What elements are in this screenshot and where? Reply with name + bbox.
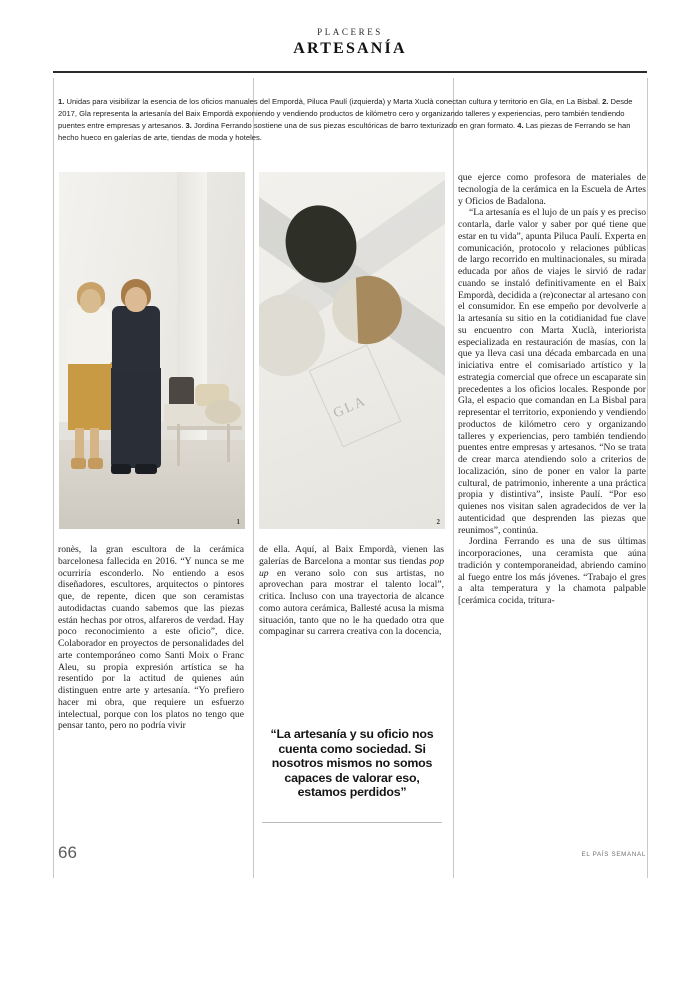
column-rule-left [53,78,54,878]
photo-1-woman-1-shoe-2 [88,458,103,469]
photo-1-woman-2-shoe [111,464,131,474]
photo-1-woman-1-skirt [68,362,112,430]
body-column-1 [58,544,244,732]
photo-1-woman-1-leg [75,428,84,460]
column-rule-mid-2 [453,78,454,878]
photo-1-number: 1 [236,518,240,526]
body-text-column-3-paragraph-1: que ejerce como profesora de materiales de tecnología de la cerámica en la Escuela de Artes y Oficios de Badalona. [458,172,646,207]
masthead-title: ARTESANÍA [293,40,407,57]
photo-1-cushion-2 [205,400,241,424]
column-rule-mid-1 [253,78,254,878]
publication-name: EL PAÍS SEMANAL [581,851,646,858]
body-text-column-2: de ella. Aquí, al Baix Empordà, vienen las galerías de Barcelona a montar sus tiendas pop up en verano solo con sus artistas, no aprovechan para mostrar el talento local”, critica. Incluso con una trayectoria de alcance como autora cerámica, Ballesté acusa la misma situación, tanto que no le ha quedado otra que compaginar su carrera creativa con la docencia, [259,544,444,638]
photo-1-bench-leg-2 [227,424,230,462]
pull-quote-rule [262,822,442,823]
photo-caption-block: 1. Unidas para visibilizar la esencia de los oficios manuales del Empordà, Piluca Paulí (izquierda) y Marta Xuclà conectan cultura y territorio en Gla, en La Bisbal. 2. Desde 2017, Gla representa la artesanía del Baix Empordà exponiendo y vendiendo productos de kilómetro cero y organizando talleres y experiencias, pero también tendiendo puentes entre empresas y artesanos. 3. Jordina Ferrando sostiene una de sus piezas escultóricas de barro texturizado en gran formato. 4. Las piezas de Ferrando se han hecho hueco en galerías de arte, tiendas de moda y hoteles. [58,97,633,143]
masthead [0,26,700,58]
photo-2-gla-logo: GLA [331,393,370,422]
body-text-column-1: ronès, la gran escultora de la cerámica barcelonesa fallecida en 2016. “Y nunca se me ocurriría esconderlo. No entiendo a esos diseñadores, escultores, arquitectos o pintores que, de repente, dicen que son ceramistas autodidactas cuando sabemos que las piezas están hechas por otros, alfareros de verdad. Hay poco reconocimiento a este oficio”, dice. Colaborador en proyectos de personalidades del arte contemporáneo como Santi Moix o Franc Aleu, su propia expresión artística se ha resentido por la actitud de quienes aún distinguen entre arte y artesanía. “Yo prefiero hacer mi obra, que requiere un esfuerzo intelectual, porque con los platos no tengo que pensar tanto, pero no podría vivir [58,544,244,732]
photo-1-woman-1-head [80,289,101,313]
body-column-2 [259,544,444,638]
body-text-column-3-paragraph-2: “La artesanía es el lujo de un país y es preciso contarla, darle valor y saber por qué tiene que estar en tu vida”, apunta Piluca Paulí. Experta en comunicación, protocolo y relaciones públicas de largo recorrido en multinacionales, su mirada educada por años de viajes le sirvió de radar cuando se instaló definitivamente en el Baix Empordà, decidida a (re)conectar al artesano con el consumidor. En ese empeño por devolverle a la artesanía su sitio en la cotidianidad fue clave su encuentro con Marta Xuclà, interiorista especializada en restauración de masías, con la que ya lleva casi una década embarcada en una iniciativa entre el comisariado artístico y la estrategia comercial que ofrece un escaparate sin precedentes a los oficios locales. Responde por Gla, el espacio que comandan en La Bisbal para representar el territorio, exponiendo y vendiendo productos de kilómetro cero y organizando talleres y experiencias, pero también tendiendo puentes entre empresas y artesanos. “No se trata de crear marca atendiendo solo a criterios de localización, sino de poner en valor la parte cultural, de patrimonio, inherente a una práctica propia y distintiva”, insiste Paulí. “Por eso quienes nos visitan salen agradecidos de ver la autenticidad que desprenden las piezas que reunimos”, continúa. [458,207,646,536]
masthead-kicker: PLACERES [317,27,383,37]
photo-1-woman-2-shoe-2 [135,464,157,474]
photo-1-woman-1-shoe [71,458,86,469]
page-number: 66 [58,843,77,862]
header-rule [53,71,647,73]
photo-1-woman-1-leg-2 [90,428,99,460]
photo-1-woman-2-head [125,287,147,312]
photo-1-woman-2-trousers [111,368,161,468]
column-rule-right [647,78,648,878]
photo-1-bench-leg [177,424,180,466]
photo-2-number: 2 [436,518,440,526]
photo-1 [59,172,245,529]
photo-1-woman-1-blouse [67,308,111,364]
pull-quote: “La artesanía y su oficio nos cuenta como sociedad. Si nosotros mismos no somos capaces de valorar eso, estamos perdidos” [270,727,434,800]
body-column-3 [458,172,646,607]
photo-1-woman-2-jacket [112,306,160,372]
photo-2 [259,172,445,529]
photo-1-corner [177,172,207,472]
body-text-column-3-paragraph-3: Jordina Ferrando es una de sus últimas incorporaciones, una ceramista que aúna tradición y contemporaneidad, abriendo camino al fuego entre los más jóvenes. “Trabajo el gres a alta temperatura y la chamota palpable [cerámica cocida, tritura- [458,536,646,606]
